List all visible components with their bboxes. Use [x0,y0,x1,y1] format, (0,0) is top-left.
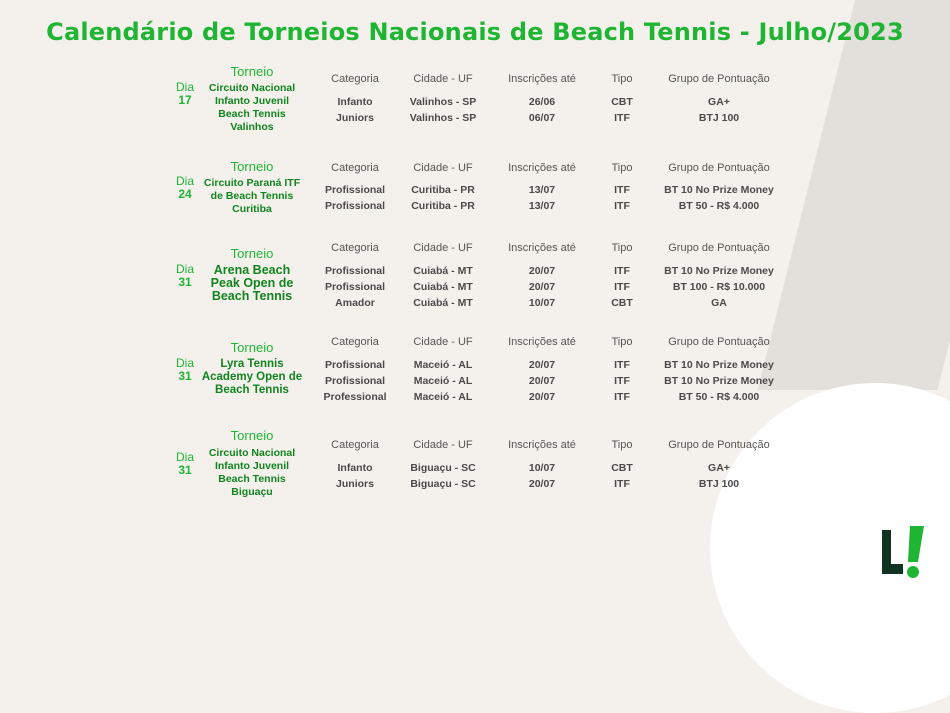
cell-tipo: ITF [614,184,630,196]
cell-tipo: ITF [614,112,630,124]
cell-inscricoes: 13/07 [528,184,556,196]
header-categoria: Categoria [331,336,379,348]
cell-categoria: Profissional [324,359,386,371]
cell-inscricoes: 20/07 [528,375,556,387]
cell-categoria: Profissional [324,184,386,196]
cell-categoria: Profissional [324,200,386,212]
day-number: 31 [178,275,192,289]
tournament-day [170,357,200,383]
cell-categoria: Infanto [337,96,373,108]
tournament-day [170,175,200,201]
cell-grupo: BT 10 No Prize Money [664,184,774,196]
cell-grupo: GA+ [708,96,730,108]
cell-cidade: Maceió - AL [413,359,473,371]
cell-inscricoes: 20/07 [528,265,556,277]
day-label: Dia [175,450,194,464]
cell-inscricoes: 20/07 [528,391,556,403]
day-number: 31 [178,369,192,383]
header-tipo: Tipo [611,439,633,451]
brand-logo-icon [878,522,936,580]
header-grupo: Grupo de Pontuação [668,73,770,85]
header-inscricoes: Inscrições até [508,336,576,348]
cell-categoria: Professional [323,391,387,403]
day-number: 24 [178,187,192,201]
cell-grupo: BT 10 No Prize Money [664,265,774,277]
cell-categoria: Juniors [336,478,374,490]
cell-tipo: ITF [614,391,630,403]
cell-inscricoes: 20/07 [528,359,556,371]
cell-tipo: CBT [611,462,633,474]
cell-cidade: Valinhos - SP [409,96,477,108]
cell-inscricoes: 20/07 [528,478,556,490]
tournament-day [170,263,200,289]
cell-cidade: Biguaçu - SC [410,478,476,490]
header-grupo: Grupo de Pontuação [668,242,770,254]
header-cidade: Cidade - UF [413,242,473,254]
tournament-name: Lyra Tennis Academy Open de Beach Tennis [201,358,303,396]
cell-grupo: BT 10 No Prize Money [664,359,774,371]
cell-tipo: ITF [614,265,630,277]
header-grupo: Grupo de Pontuação [668,336,770,348]
header-inscricoes: Inscrições até [508,162,576,174]
cell-grupo: GA+ [708,462,730,474]
tournament-day [170,81,200,107]
header-tipo: Tipo [611,162,633,174]
cell-cidade: Cuiabá - MT [413,297,473,309]
cell-cidade: Valinhos - SP [409,112,477,124]
header-inscricoes: Inscrições até [508,242,576,254]
cell-grupo: BT 100 - R$ 10.000 [672,281,766,293]
header-tipo: Tipo [611,242,633,254]
header-tipo: Tipo [611,73,633,85]
cell-tipo: ITF [614,200,630,212]
cell-grupo: BT 50 - R$ 4.000 [678,200,760,212]
cell-categoria: Profissional [324,265,386,277]
header-categoria: Categoria [331,439,379,451]
cell-categoria: Amador [335,297,375,309]
day-number: 31 [178,463,192,477]
tournament-header: Torneio [230,246,274,261]
cell-inscricoes: 20/07 [528,281,556,293]
day-label: Dia [175,356,194,370]
day-label: Dia [175,262,194,276]
header-grupo: Grupo de Pontuação [668,439,770,451]
day-label: Dia [175,174,194,188]
cell-categoria: Profissional [324,375,386,387]
cell-grupo: BTJ 100 [698,112,740,124]
header-cidade: Cidade - UF [413,439,473,451]
header-tipo: Tipo [611,336,633,348]
tournament-header: Torneio [230,340,274,355]
cell-grupo: BT 10 No Prize Money [664,375,774,387]
header-cidade: Cidade - UF [413,336,473,348]
cell-tipo: ITF [614,375,630,387]
cell-tipo: ITF [614,359,630,371]
tournament-name: Circuito Nacional Infanto Juvenil Beach Tennis Biguaçu [208,447,296,498]
day-number: 17 [178,93,192,107]
tournament-day [170,451,200,477]
header-categoria: Categoria [331,162,379,174]
cell-grupo: BTJ 100 [698,478,740,490]
page-title: Calendário de Torneios Nacionais de Beach Tennis - Julho/2023 [46,18,904,46]
cell-inscricoes: 26/06 [528,96,556,108]
tournament-name: Circuito Paraná ITF de Beach Tennis Curitiba [203,177,301,215]
tournament-header: Torneio [230,64,274,79]
cell-cidade: Biguaçu - SC [410,462,476,474]
header-categoria: Categoria [331,73,379,85]
cell-tipo: CBT [611,96,633,108]
header-inscricoes: Inscrições até [508,73,576,85]
day-label: Dia [175,80,194,94]
cell-tipo: ITF [614,281,630,293]
cell-inscricoes: 10/07 [528,297,556,309]
cell-tipo: CBT [611,297,633,309]
tournament-name: Circuito Nacional Infanto Juvenil Beach Tennis Valinhos [208,82,296,133]
header-inscricoes: Inscrições até [508,439,576,451]
cell-cidade: Cuiabá - MT [413,265,473,277]
cell-cidade: Curitiba - PR [411,200,475,212]
cell-grupo: GA [711,297,727,309]
cell-categoria: Profissional [324,281,386,293]
header-grupo: Grupo de Pontuação [668,162,770,174]
cell-inscricoes: 13/07 [528,200,556,212]
header-cidade: Cidade - UF [413,162,473,174]
cell-cidade: Curitiba - PR [411,184,475,196]
cell-cidade: Cuiabá - MT [413,281,473,293]
cell-cidade: Maceió - AL [413,391,473,403]
header-categoria: Categoria [331,242,379,254]
cell-grupo: BT 50 - R$ 4.000 [678,391,760,403]
tournament-header: Torneio [230,428,274,443]
cell-categoria: Juniors [336,112,374,124]
cell-inscricoes: 10/07 [528,462,556,474]
tournament-name: Arena Beach Peak Open de Beach Tennis [210,263,294,303]
cell-tipo: ITF [614,478,630,490]
header-cidade: Cidade - UF [413,73,473,85]
cell-inscricoes: 06/07 [528,112,556,124]
cell-cidade: Maceió - AL [413,375,473,387]
cell-categoria: Infanto [337,462,373,474]
tournament-header: Torneio [230,159,274,174]
